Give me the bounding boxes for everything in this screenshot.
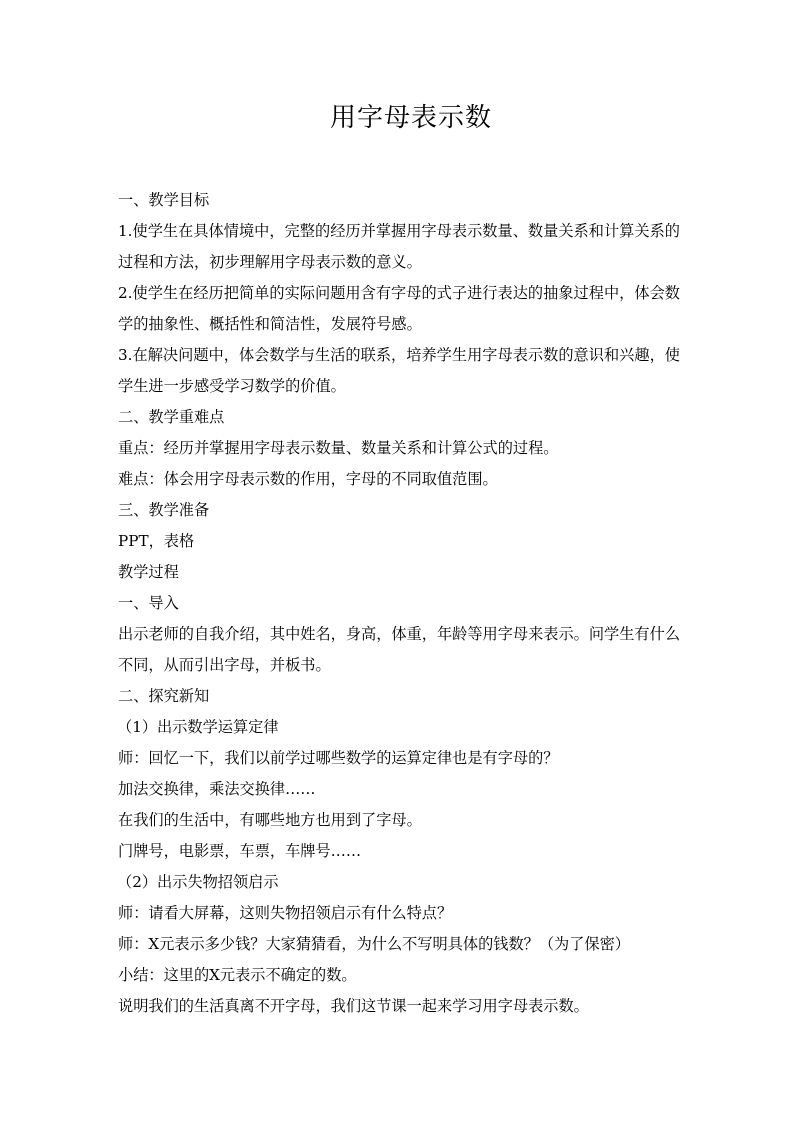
preparation-items: PPT，表格 — [118, 532, 195, 550]
section-heading-key-points: 二、教学重难点 — [118, 408, 225, 426]
teacher-question-1: 师：回忆一下，我们以前学过哪些数学的运算定律也是有字母的？ — [118, 749, 559, 767]
answer-1: 加法交换律，乘法交换律…… — [118, 780, 316, 798]
difficult-point: 难点：体会用字母表示数的作用，字母的不同取值范围。 — [118, 470, 498, 488]
question-2: 在我们的生活中，有哪些地方也用到了字母。 — [118, 811, 422, 829]
section-heading-process: 教学过程 — [118, 563, 179, 581]
section-heading-preparation: 三、教学准备 — [118, 501, 210, 519]
objective-2: 2.使学生在经历把简单的实际问题用含有字母的式子进行表达的抽象过程中，体会数学的抽象性、概括性和简洁性，发展符号感。 — [118, 284, 680, 333]
explore-step-1: （1）出示数学运算定律 — [117, 718, 279, 736]
teacher-question-3: 师：请看大屏幕，这则失物招领启示有什么特点？ — [118, 904, 453, 922]
objective-1: 1.使学生在具体情境中，完整的经历并掌握用字母表示数量、数量关系和计算关系的过程和方法，初步理解用字母表示数的意义。 — [118, 222, 680, 271]
explore-step-2: （2）出示失物招领启示 — [117, 873, 279, 891]
document-title: 用字母表示数 — [329, 103, 492, 133]
section-heading-objectives: 一、教学目标 — [118, 191, 210, 209]
document-body — [118, 185, 680, 1022]
summary: 小结：这里的X元表示不确定的数。 — [118, 966, 357, 984]
intro-text: 出示老师的自我介绍，其中姓名，身高，体重，年龄等用字母来表示。问学生有什么不同，从而引出字母，并板书。 — [118, 625, 680, 674]
answer-2: 门牌号，电影票，车票，车牌号…… — [118, 842, 361, 860]
section-heading-intro: 一、导入 — [118, 594, 179, 612]
teacher-question-4: 师：X元表示多少钱？大家猜猜看，为什么不写明具体的钱数？（为了保密） — [118, 935, 630, 953]
section-heading-explore: 二、探究新知 — [118, 687, 210, 705]
conclusion: 说明我们的生活真离不开字母，我们这节课一起来学习用字母表示数。 — [118, 997, 589, 1015]
objective-3: 3.在解决问题中，体会数学与生活的联系，培养学生用字母表示数的意识和兴趣，使学生进一步感受学习数学的价值。 — [118, 346, 680, 395]
key-point: 重点：经历并掌握用字母表示数量、数量关系和计算公式的过程。 — [118, 439, 559, 457]
